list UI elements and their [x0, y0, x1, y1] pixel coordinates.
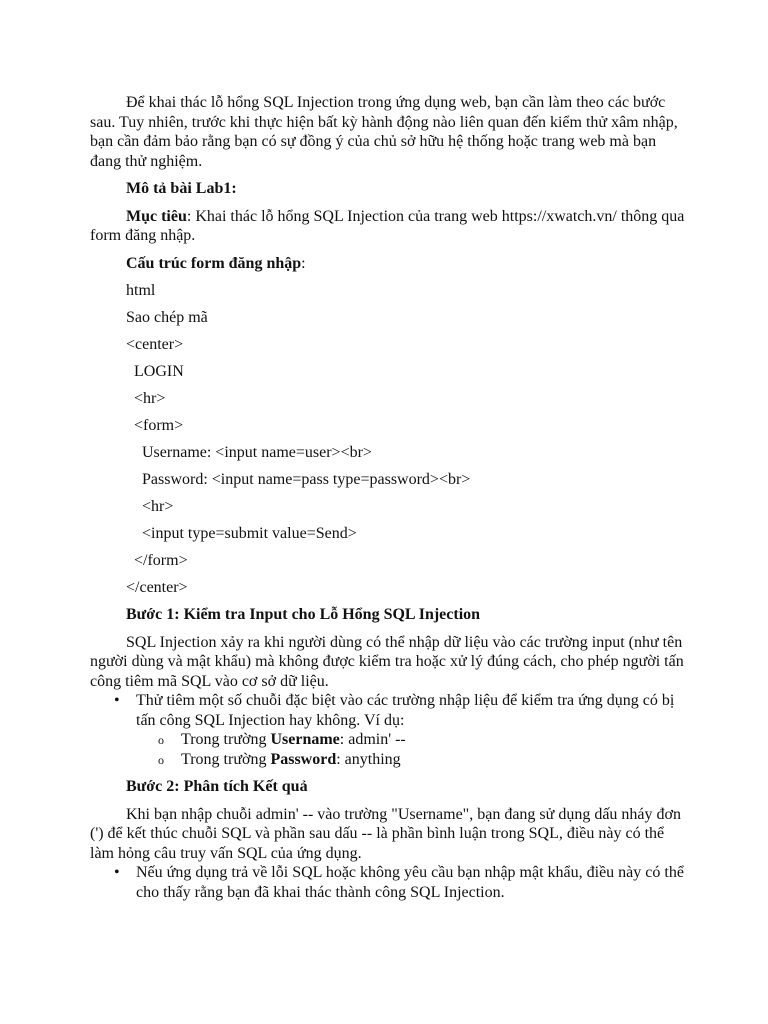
step1-bullet — [90, 691, 690, 730]
step1-sub-item-password — [90, 750, 690, 770]
sub-item-field: Password — [270, 750, 337, 768]
form-structure-label: Cấu trúc form đăng nhập — [126, 254, 302, 272]
sub-bullet-icon: o — [158, 733, 164, 747]
code-line: <form> — [126, 417, 184, 434]
code-line: <hr> — [126, 498, 174, 515]
intro-paragraph: Để khai thác lỗ hổng SQL Injection trong ứng dụng web, bạn cần làm theo các bước sau. Tuy nhiên, trước khi thực hiện bất kỳ hành động nào liên quan đến kiểm thử xâm nhập, bạn cần đảm bảo rằng bạn có sự đồng ý của chủ sở hữu hệ thống hoặc trang web mà bạn đang thử nghiệm. — [90, 94, 678, 170]
lab-title: Mô tả bài Lab1: — [126, 180, 237, 197]
code-line: Password: <input name=pass type=password><br> — [126, 471, 471, 488]
step2-heading: Bước 2: Phân tích Kết quả — [126, 778, 308, 795]
sub-item-prefix: Trong trường — [181, 750, 271, 768]
code-line: LOGIN — [126, 363, 184, 380]
step1-bullet-text: Thử tiêm một số chuỗi đặc biệt vào các trường nhập liệu để kiểm tra ứng dụng có bị tấn công SQL Injection hay không. Ví dụ: — [136, 692, 675, 729]
step2-bullet-text: Nếu ứng dụng trả về lỗi SQL hoặc không yêu cầu bạn nhập mật khẩu, điều này có thể cho thấy rằng bạn đã khai thác thành công SQL Injection. — [136, 864, 684, 901]
step2-paragraph: Khi bạn nhập chuỗi admin' -- vào trường "Username", bạn đang sử dụng dấu nháy đơn (') để kết thúc chuỗi SQL và phần sau dấu -- là phần bình luận trong SQL, điều này có thể làm hỏng câu truy vấn SQL của ứng dụng. — [90, 805, 681, 862]
code-line: <input type=submit value=Send> — [126, 525, 357, 542]
sub-item-field: Username — [270, 731, 340, 748]
code-line: </center> — [126, 579, 188, 596]
step1-heading: Bước 1: Kiểm tra Input cho Lỗ Hổng SQL Injection — [126, 606, 481, 623]
code-block — [90, 335, 690, 597]
sub-bullet-icon: o — [158, 752, 164, 767]
code-line: <hr> — [126, 390, 166, 407]
step2-bullet — [90, 863, 690, 902]
code-line: </form> — [126, 552, 188, 569]
goal-paragraph — [90, 207, 690, 246]
form-structure-heading — [90, 254, 690, 274]
code-language-label: html — [126, 282, 156, 299]
code-line: <center> — [126, 336, 184, 353]
goal-label: Mục tiêu — [126, 207, 187, 225]
code-line: Username: <input name=user><br> — [126, 444, 372, 461]
step1-paragraph: SQL Injection xảy ra khi người dùng có thể nhập dữ liệu vào các trường input (như tên người dùng và mật khẩu) mà không được kiểm tra hoặc xử lý đúng cách, cho phép người tấn công tiêm mã SQL vào cơ sở dữ liệu. — [90, 633, 684, 690]
form-structure-suffix: : — [301, 254, 306, 272]
sub-item-value: : anything — [336, 750, 401, 768]
step1-sub-item-username — [90, 730, 690, 750]
sub-item-value: : admin' -- — [339, 731, 406, 748]
sub-item-prefix: Trong trường — [181, 731, 271, 748]
copy-code-label: Sao chép mã — [126, 309, 208, 326]
bullet-icon: • — [114, 864, 120, 881]
document-page — [90, 93, 690, 902]
goal-text: : Khai thác lỗ hổng SQL Injection của trang web https://xwatch.vn/ thông qua form đăng nhập. — [90, 207, 685, 244]
bullet-icon: • — [114, 692, 120, 709]
